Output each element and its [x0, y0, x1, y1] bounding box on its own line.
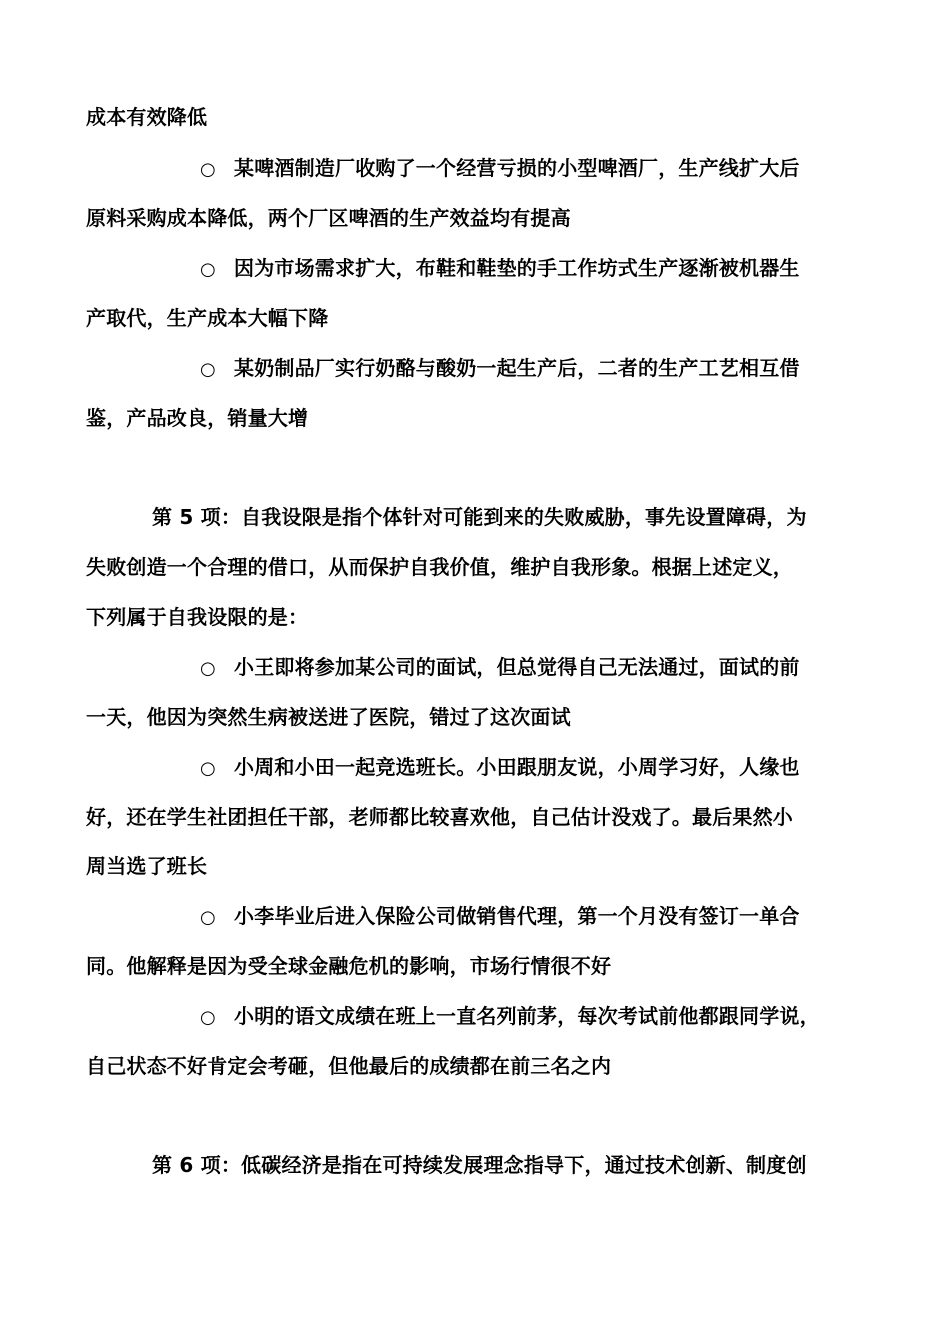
option-text: 小王即将参加某公司的面试，但总觉得自己无法通过，面试的前 — [234, 655, 800, 679]
bullet-icon: ○ — [200, 758, 216, 779]
option-continuation: 一天，他因为突然生病被送进了医院，错过了这次面试 — [86, 705, 571, 729]
option-text: 小明的语文成绩在班上一直名列前茅，每次考试前他都跟同学说， — [234, 1004, 820, 1028]
question-5-heading: 第 5 项：自我设限是指个体针对可能到来的失败威胁，事先设置障碍，为 — [152, 505, 807, 529]
question-6-heading: 第 6 项：低碳经济是指在可持续发展理念指导下，通过技术创新、制度创 — [152, 1153, 807, 1177]
bullet-icon: ○ — [200, 907, 216, 928]
list-item — [200, 903, 800, 931]
list-item — [200, 754, 800, 782]
paragraph-fragment: 成本有效降低 — [86, 105, 208, 129]
question-5-text: 下列属于自我设限的是： — [86, 605, 309, 629]
list-item — [200, 355, 800, 383]
option-continuation: 周当选了班长 — [86, 854, 208, 878]
option-continuation: 好，还在学生社团担任干部，老师都比较喜欢他，自己估计没戏了。最后果然小 — [86, 805, 793, 829]
option-text: 因为市场需求扩大，布鞋和鞋垫的手工作坊式生产逐渐被机器生 — [234, 256, 800, 280]
list-item — [200, 155, 800, 183]
bullet-icon: ○ — [200, 1007, 216, 1028]
option-text: 某奶制品厂实行奶酪与酸奶一起生产后，二者的生产工艺相互借 — [234, 356, 800, 380]
list-item — [200, 1003, 820, 1031]
question-5-text: 失败创造一个合理的借口，从而保护自我价值，维护自我形象。根据上述定义， — [86, 555, 793, 579]
option-text: 小周和小田一起竞选班长。小田跟朋友说，小周学习好，人缘也 — [234, 755, 800, 779]
option-continuation: 同。他解释是因为受全球金融危机的影响，市场行情很不好 — [86, 954, 612, 978]
option-text: 某啤酒制造厂收购了一个经营亏损的小型啤酒厂，生产线扩大后 — [234, 156, 800, 180]
list-item — [200, 255, 800, 283]
bullet-icon: ○ — [200, 359, 216, 380]
bullet-icon: ○ — [200, 259, 216, 280]
option-continuation: 产取代，生产成本大幅下降 — [86, 306, 329, 330]
option-text: 小李毕业后进入保险公司做销售代理，第一个月没有签订一单合 — [234, 904, 800, 928]
bullet-icon: ○ — [200, 658, 216, 679]
list-item — [200, 654, 800, 682]
option-continuation: 鉴，产品改良，销量大增 — [86, 406, 309, 430]
option-continuation: 原料采购成本降低，两个厂区啤酒的生产效益均有提高 — [86, 206, 571, 230]
option-continuation: 自己状态不好肯定会考砸，但他最后的成绩都在前三名之内 — [86, 1054, 612, 1078]
bullet-icon: ○ — [200, 159, 216, 180]
